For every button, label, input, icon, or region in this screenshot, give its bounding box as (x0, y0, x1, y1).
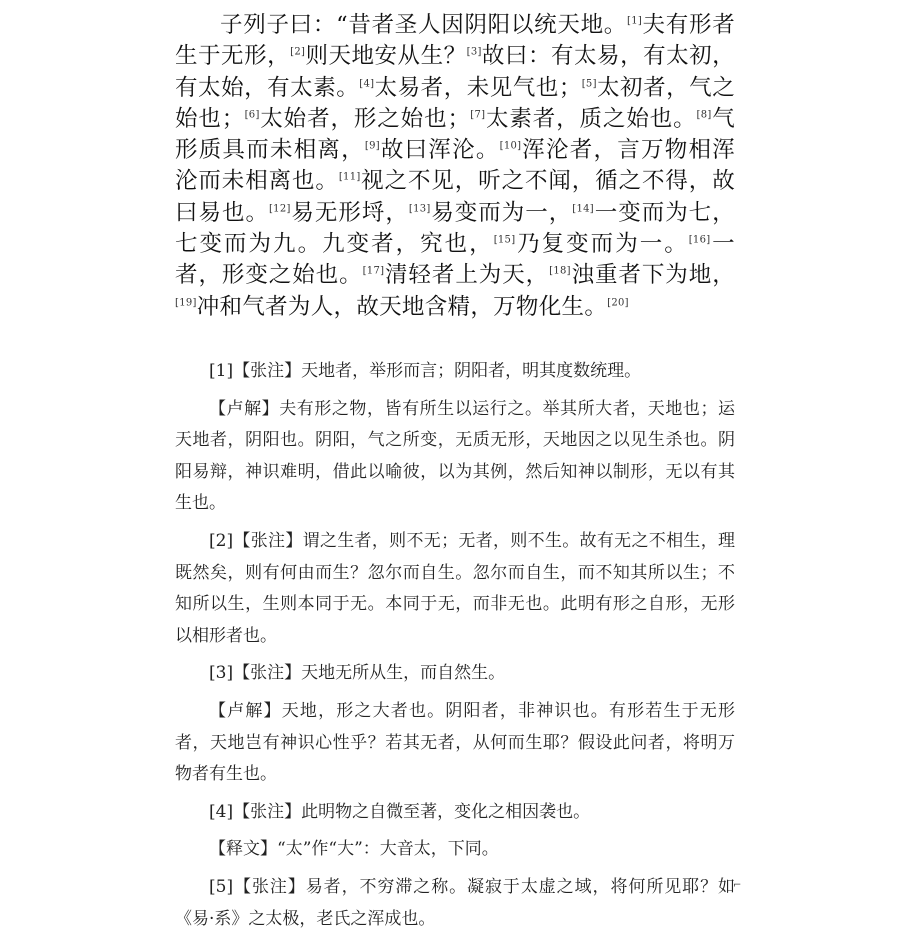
footnote-ref: [17] (362, 265, 385, 277)
corner-crop-mark: ⌐ (733, 880, 742, 891)
footnote-ref: [4] (359, 78, 375, 90)
main-segment: 故曰：有太易，有太初，有太始，有太素。 (175, 43, 735, 101)
main-segment: 一变而为七，七变而为九。九变者，究也， (175, 199, 735, 258)
main-segment: 太初者，气之始也； (175, 74, 735, 132)
note-label: 【卢解】 (209, 398, 280, 419)
annotation-1-zhang (175, 356, 735, 388)
footnote-ref: [3] (466, 46, 482, 58)
footnote-ref: [5] (581, 78, 597, 90)
annotation-5-zhang (175, 872, 735, 935)
annotation-4-shiwen (175, 834, 735, 866)
note-text: 天地，形之大者也。阴阳者，非神识也。有形若生于无形者，天地岂有神识心性乎？若其无者，从何而生耶？假设此问者，将明万物者有生也。 (175, 700, 736, 785)
footnote-ref: [13] (408, 203, 431, 215)
footnote-ref: [16] (688, 234, 711, 246)
footnote-ref: [1] (627, 15, 643, 27)
annotation-1-lu (175, 394, 735, 520)
note-label: 【释文】 (209, 839, 277, 860)
footnote-ref: [9] (364, 140, 380, 152)
annotation-4-zhang (175, 797, 735, 829)
note-label: 【张注】 (233, 801, 302, 822)
annotation-3-zhang (175, 658, 735, 690)
footnote-ref: [6] (244, 109, 260, 121)
main-segment: 气形质具而未相离， (175, 105, 736, 164)
main-segment: 故曰浑沦。 (379, 137, 500, 164)
footnote-ref: [15] (493, 234, 516, 246)
main-segment: 一者，形变之始也。 (175, 231, 735, 289)
main-segment: 则天地安从生？ (305, 43, 467, 70)
note-text: 易者，不穷滞之称。凝寂于太虚之域，将何所见耶？如《易·系》之太极，老氏之浑成也。 (175, 876, 736, 929)
note-text: 此明物之自微至著，变化之相因袭也。 (301, 801, 591, 822)
note-number: [2] (209, 530, 234, 551)
main-segment: 太易者，未见气也； (374, 74, 582, 101)
note-label: 【张注】 (233, 530, 303, 551)
note-number: [5] (209, 876, 234, 897)
note-label: 【卢解】 (209, 700, 282, 721)
annotation-3-lu (175, 696, 735, 791)
footnote-ref: [8] (696, 109, 712, 121)
note-text: “太”作“大”：大音太，下同。 (277, 839, 499, 860)
annotations (175, 356, 735, 941)
main-segment: 夫有形者生于无形， (175, 12, 736, 70)
main-segment: 浊重者下为地， (570, 262, 735, 289)
note-text: 夫有形之物，皆有所生以运行之。举其所大者，天地也；运天地者，阴阳也。阴阳，气之所变，无质无形，天地因之以见生杀也。阴阳易辩，神识难明，借此以喻彼，以为其例，然后知神以制形，无以有其生也。 (175, 398, 736, 514)
main-segment: 子列子曰：“昔者圣人因阴阳以统天地。 (220, 12, 628, 38)
footnote-ref: [2] (290, 46, 306, 58)
main-segment: 易变而为一， (430, 199, 573, 226)
note-text: 天地者，举形而言；阴阳者，明其度数统理。 (301, 361, 642, 381)
note-number: [1] (209, 361, 234, 381)
note-label: 【张注】 (233, 663, 302, 684)
footnote-ref: [18] (549, 265, 571, 277)
main-segment: 浑沦者，言万物相浑沦而未相离也。 (175, 137, 735, 195)
note-number: [4] (209, 801, 234, 822)
book-page (175, 10, 736, 929)
main-segment: 太素者，质之始也。 (485, 105, 697, 132)
footnote-ref: [12] (268, 203, 291, 215)
annotation-2-zhang (175, 526, 735, 652)
main-segment: 太始者，形之始也； (259, 105, 471, 132)
main-segment: 乃复变而为一。 (515, 231, 689, 258)
main-text (175, 10, 735, 323)
main-segment: 易无形埒， (290, 199, 409, 226)
footnote-ref: [10] (499, 140, 522, 152)
footnote-ref: [20] (607, 297, 629, 309)
note-text: 天地无所从生，而自然生。 (301, 663, 506, 684)
note-number: [3] (209, 663, 234, 684)
note-label: 【张注】 (233, 361, 302, 381)
main-segment: 清轻者上为天， (384, 262, 550, 289)
note-label: 【张注】 (233, 876, 306, 897)
main-segment: 冲和气者为人，故天地含精，万物化生。 (196, 293, 608, 320)
footnote-ref: [14] (572, 203, 595, 215)
footnote-ref: [7] (470, 109, 486, 121)
footnote-ref: [19] (175, 297, 197, 309)
note-text: 谓之生者，则不无；无者，则不生。故有无之不相生，理既然矣，则有何由而生？忽尔而自生。忽尔而自生，而不知其所以生；不知所以生，生则本同于无。本同于无，而非无也。此明有形之自形，无形以相形者也。 (175, 530, 736, 646)
main-segment: 视之不见，听之不闻，循之不得，故曰易也。 (175, 168, 735, 226)
footnote-ref: [11] (338, 171, 361, 183)
